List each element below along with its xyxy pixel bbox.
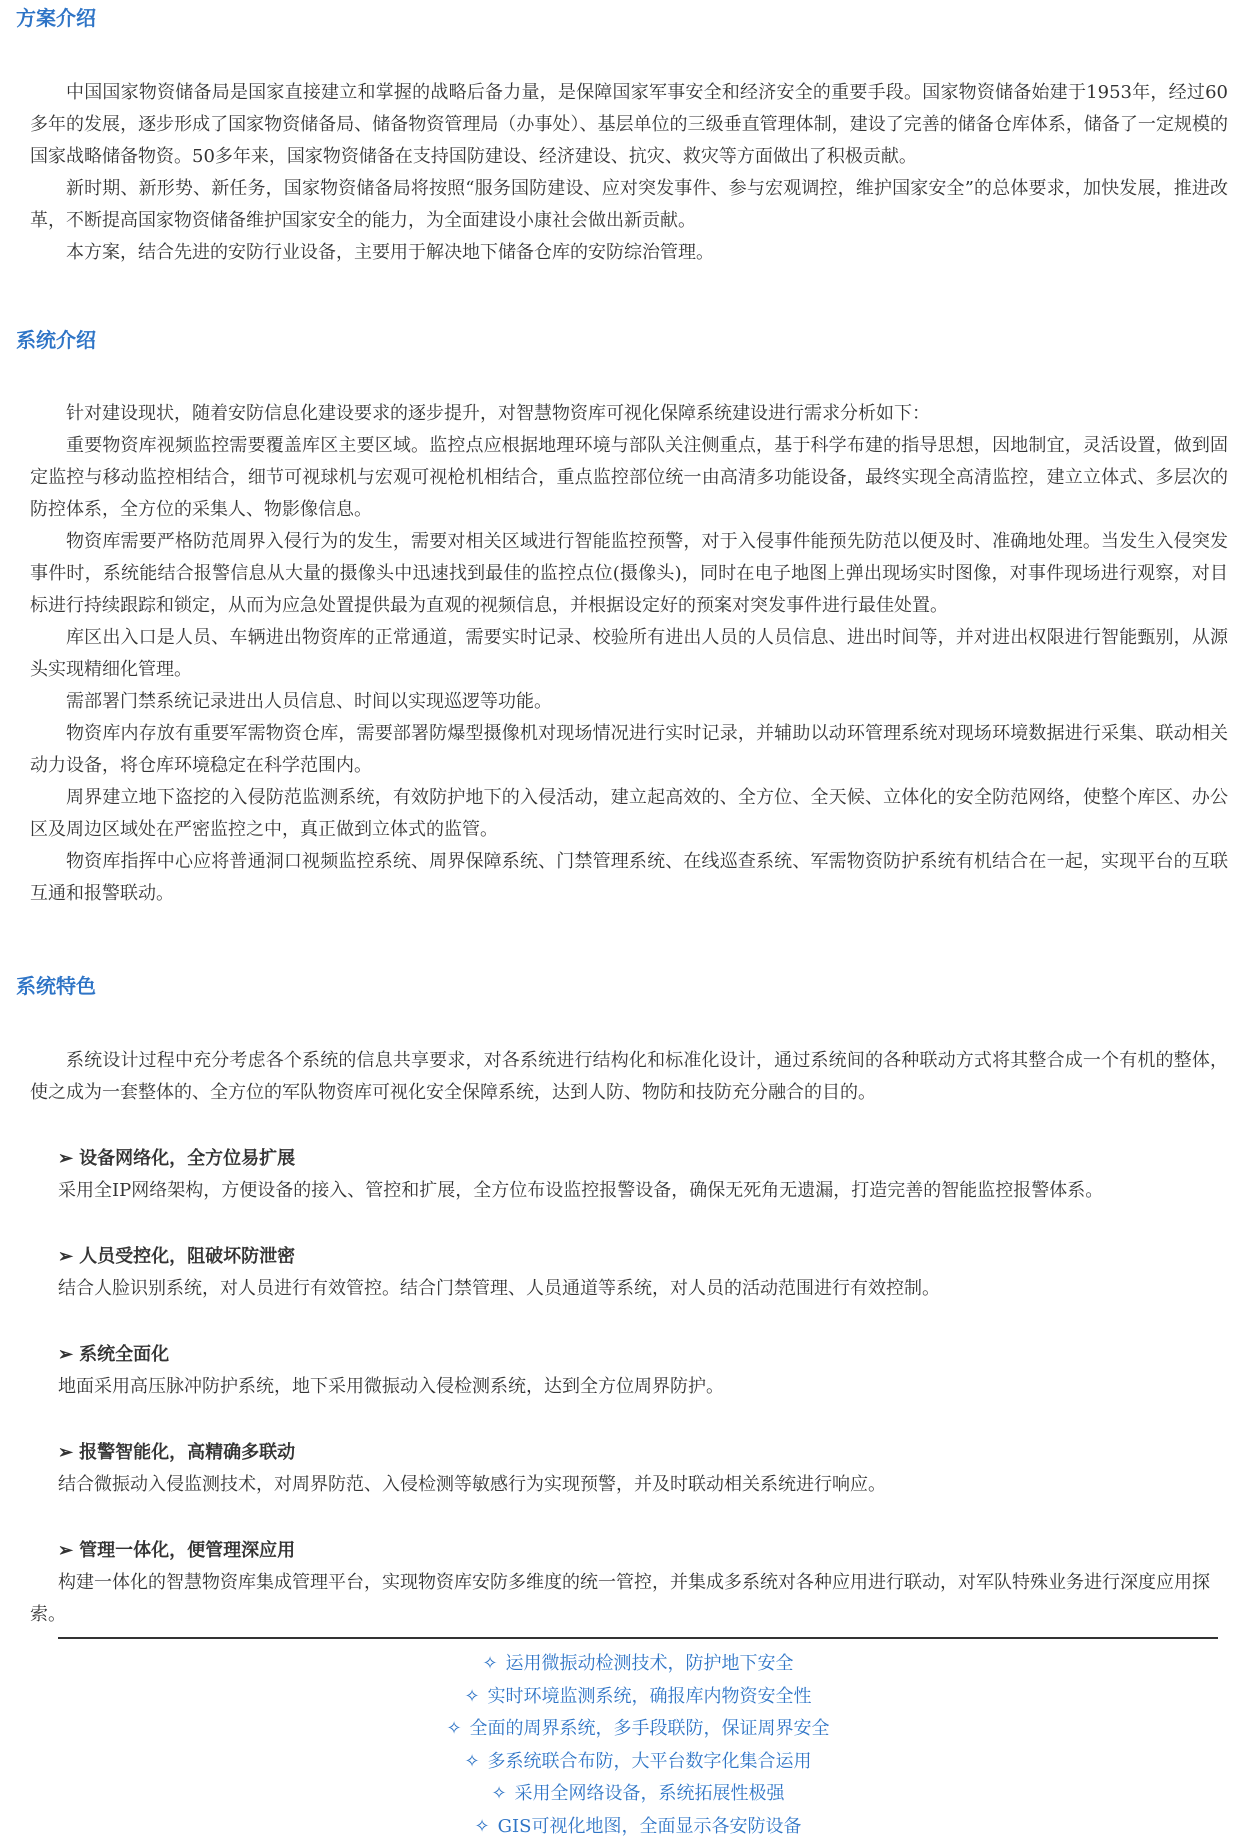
highlight-text: 多系统联合布防，大平台数字化集合运用: [487, 1750, 812, 1772]
section-title-system: 系统介绍: [16, 328, 96, 352]
feature-title: [58, 1339, 1228, 1371]
feature-title: [30, 1535, 1228, 1567]
arrow-icon: ➢: [58, 1442, 74, 1463]
feature-item: [0, 1437, 1238, 1501]
sparkle-icon: ✧: [464, 1685, 480, 1707]
highlight-item: [58, 1746, 1218, 1779]
feature-title-text: 管理一体化，便管理深应用: [79, 1540, 296, 1561]
feature-desc: 结合微振动入侵监测技术，对周界防范、入侵检测等敏感行为实现预警，并及时联动相关系统进行响应。: [58, 1474, 886, 1495]
feature-item: [0, 1535, 1238, 1631]
divider: [58, 1637, 1218, 1639]
highlight-item: [58, 1681, 1218, 1714]
feature-item: [0, 1339, 1238, 1403]
highlight-text: 实时环境监测系统，确报库内物资安全性: [487, 1685, 812, 1707]
feature-desc: 结合人脸识别系统，对人员进行有效管控。结合门禁管理、人员通道等系统，对人员的活动范围进行有效控制。: [58, 1278, 940, 1299]
section-system: [0, 328, 1238, 910]
section-title-features: 系统特色: [16, 974, 96, 998]
feature-title-text: 报警智能化，高精确多联动: [79, 1442, 296, 1463]
system-paragraph: 物资库指挥中心应将普通洞口视频监控系统、周界保障系统、门禁管理系统、在线巡查系统、军需物资防护系统有机结合在一起，实现平台的互联互通和报警联动。: [30, 851, 1228, 904]
sparkle-icon: ✧: [482, 1653, 498, 1674]
feature-item: [0, 1143, 1238, 1207]
intro-paragraph: 本方案，结合先进的安防行业设备，主要用于解决地下储备仓库的安防综治管理。: [66, 242, 714, 263]
arrow-icon: ➢: [58, 1148, 74, 1169]
highlights-list: [58, 1648, 1218, 1843]
sparkle-icon: ✧: [446, 1718, 462, 1739]
system-paragraph: 库区出入口是人员、车辆进出物资库的正常通道，需要实时记录、校验所有进出人员的人员信息、进出时间等，并对进出权限进行智能甄别，从源头实现精细化管理。: [30, 627, 1228, 680]
feature-desc: 地面采用高压脉冲防护系统，地下采用微振动入侵检测系统，达到全方位周界防护。: [58, 1376, 724, 1397]
highlight-item: [58, 1778, 1218, 1811]
feature-desc: 构建一体化的智慧物资库集成管理平台，实现物资库安防多维度的统一管控，并集成多系统对各种应用进行联动，对军队特殊业务进行深度应用探索。: [30, 1572, 1210, 1625]
features-intro: 系统设计过程中充分考虑各个系统的信息共享要求，对各系统进行结构化和标准化设计，通过系统间的各种联动方式将其整合成一个有机的整体，使之成为一套整体的、全方位的军队物资库可视化安全保障系统，达到人防、物防和技防充分融合的目的。: [30, 1050, 1228, 1103]
highlight-text: 采用全网络设备，系统拓展性极强: [514, 1783, 785, 1804]
sparkle-icon: ✧: [474, 1815, 490, 1837]
arrow-icon: ➢: [58, 1540, 74, 1561]
highlight-text: 全面的周界系统，多手段联防，保证周界安全: [469, 1718, 830, 1739]
feature-title-text: 设备网络化，全方位易扩展: [79, 1148, 296, 1169]
feature-title: [58, 1437, 1228, 1469]
highlight-item: [58, 1811, 1218, 1844]
highlight-item: [58, 1713, 1218, 1746]
system-paragraph: 重要物资库视频监控需要覆盖库区主要区域。监控点应根据地理环境与部队关注侧重点，基于科学布建的指导思想，因地制宜，灵活设置，做到固定监控与移动监控相结合，细节可视球机与宏观可视枪机相结合，重点监控部位统一由高清多功能设备，最终实现全高清监控，建立立体式、多层次的防控体系，全方位的采集人、物影像信息。: [30, 435, 1228, 520]
system-body: [0, 398, 1238, 910]
feature-item: [0, 1241, 1238, 1305]
intro-body: [0, 77, 1238, 269]
feature-title: [58, 1241, 1228, 1273]
feature-desc: 采用全IP网络架构，方便设备的接入、管控和扩展，全方位布设监控报警设备，确保无死角无遗漏，打造完善的智能监控报警体系。: [58, 1180, 1104, 1201]
features-intro-body: [0, 1045, 1238, 1109]
arrow-icon: ➢: [58, 1344, 74, 1365]
feature-title: [58, 1143, 1228, 1175]
intro-paragraph: 中国国家物资储备局是国家直接建立和掌握的战略后备力量，是保障国家军事安全和经济安全的重要手段。国家物资储备始建于1953年，经过60多年的发展，逐步形成了国家物资储备局、储备物资管理局（办事处）、基层单位的三级垂直管理体制，建设了完善的储备仓库体系，储备了一定规模的国家战略储备物资。50多年来，国家物资储备在支持国防建设、经济建设、抗灾、救灾等方面做出了积极贡献。: [30, 82, 1228, 167]
system-paragraph: 针对建设现状，随着安防信息化建设要求的逐步提升，对智慧物资库可视化保障系统建设进行需求分析如下：: [66, 403, 930, 424]
system-paragraph: 物资库需要严格防范周界入侵行为的发生，需要对相关区域进行智能监控预警，对于入侵事件能预先防范以便及时、准确地处理。当发生入侵突发事件时，系统能结合报警信息从大量的摄像头中迅速找到最佳的监控点位(摄像头)，同时在电子地图上弹出现场实时图像，对事件现场进行观察，对目标进行持续跟踪和锁定，从而为应急处置提供最为直观的视频信息，并根据设定好的预案对突发事件进行最佳处置。: [30, 531, 1228, 616]
feature-title-text: 人员受控化，阻破坏防泄密: [79, 1246, 296, 1267]
highlight-text: 运用微振动检测技术，防护地下安全: [505, 1653, 794, 1674]
system-paragraph: 需部署门禁系统记录进出人员信息、时间以实现巡逻等功能。: [66, 691, 552, 712]
sparkle-icon: ✧: [464, 1750, 480, 1772]
feature-title-text: 系统全面化: [79, 1344, 170, 1365]
section-title-intro: 方案介绍: [16, 6, 96, 30]
section-intro: [0, 6, 1238, 269]
system-paragraph: 物资库内存放有重要军需物资仓库，需要部署防爆型摄像机对现场情况进行实时记录，并辅助以动环管理系统对现场环境数据进行采集、联动相关动力设备，将仓库环境稳定在科学范围内。: [30, 723, 1228, 776]
highlight-text: GIS可视化地图，全面显示各安防设备: [497, 1815, 802, 1837]
system-paragraph: 周界建立地下盗挖的入侵防范监测系统，有效防护地下的入侵活动，建立起高效的、全方位、全天候、立体化的安全防范网络，使整个库区、办公区及周边区域处在严密监控之中，真正做到立体式的监管。: [30, 787, 1228, 840]
section-features: [0, 974, 1238, 1631]
sparkle-icon: ✧: [491, 1783, 507, 1804]
intro-paragraph: 新时期、新形势、新任务，国家物资储备局将按照“服务国防建设、应对突发事件、参与宏观调控，维护国家安全”的总体要求，加快发展，推进改革，不断提高国家物资储备维护国家安全的能力，为全面建设小康社会做出新贡献。: [30, 178, 1228, 231]
arrow-icon: ➢: [58, 1246, 74, 1267]
highlight-item: [58, 1648, 1218, 1681]
